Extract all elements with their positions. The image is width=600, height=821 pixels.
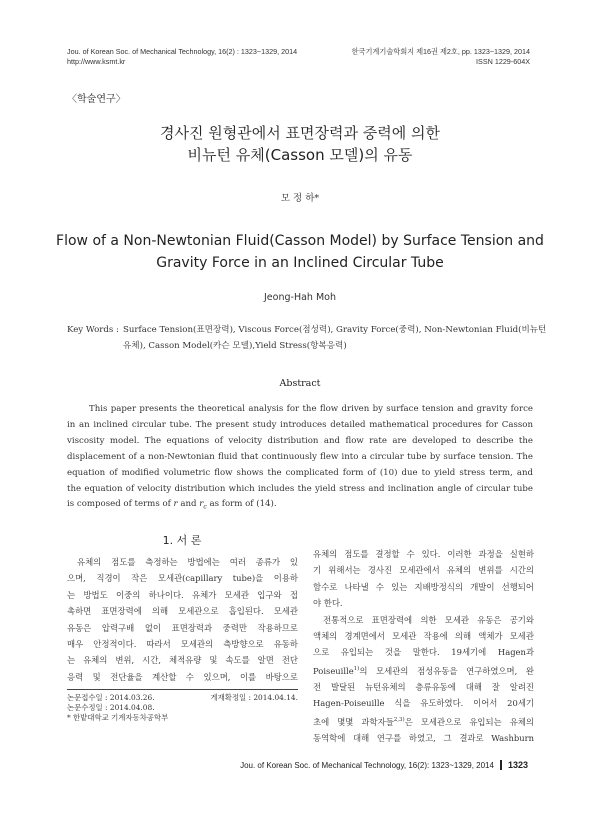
right-column-line: 액체의 경계면에서 모세관 작용에 의해 액체가 모세관 xyxy=(313,631,534,642)
abstract-line: viscosity model. The equations of velocity distribution and flow rate are developed to describe the xyxy=(67,435,533,446)
symbol-rc-subscript: c xyxy=(203,504,207,512)
abstract-text: as form of (14). xyxy=(209,499,277,510)
page-footer xyxy=(240,760,528,770)
citation-ref[interactable]: 1) xyxy=(353,665,360,672)
abstract-line: displacement of a non-Newtonian fluid that continuously flew into a circular tube by surface tension. The xyxy=(67,451,533,462)
title-ko-line2: 비뉴턴 유체(Casson 모델)의 유동 xyxy=(187,146,413,164)
footnote-dates xyxy=(67,693,298,703)
abstract-line: the equation of velocity distribution which includes the yield stress and inclination angle of circular tube xyxy=(67,483,533,494)
text-run: 의 모세관의 점성유동을 연구하였으며, 완 xyxy=(359,665,534,676)
keywords-line1: Surface Tension(표면장력), Viscous Force(점성력), Gravity Force(중력), Non-Newtonian Fluid(비뉴턴 xyxy=(123,325,547,335)
right-column-line: 유체의 점도를 결정할 수 있다. 이러한 과정을 실현하 xyxy=(313,549,534,559)
left-column-line: 는 방법도 이중의 하나이다. 유체가 모세관 입구와 접 xyxy=(67,589,298,600)
abstract-last-line xyxy=(67,497,533,516)
right-column-line: Hagen-Poiseuille 식을 유도하였다. 이어서 20세기 xyxy=(313,698,534,709)
citation-ref[interactable]: 2,3) xyxy=(393,716,405,723)
section-heading-introduction: 1. 서 론 xyxy=(162,534,202,547)
right-column-line: 전통적으로 표면장력에 의한 모세관 유동은 공기와 xyxy=(323,614,534,625)
abstract-heading: Abstract xyxy=(279,378,321,389)
left-column-line: 으며, 직경이 작은 모세관(capillary tube)을 이용하 xyxy=(67,573,298,584)
footnote-block xyxy=(67,693,298,723)
left-column-line: 매우 안정적이다. 따라서 모세관의 측방향으로 유동하 xyxy=(67,639,298,650)
symbol-rc xyxy=(199,499,207,512)
text-run: Poiseuille xyxy=(313,665,354,676)
right-column xyxy=(313,546,534,746)
footer-separator xyxy=(500,760,502,770)
page-number: 1323 xyxy=(507,760,528,770)
received-date: 논문접수일 : 2014.03.26. xyxy=(67,693,155,702)
author-en: Jeong-Hah Moh xyxy=(264,292,336,303)
right-column-line xyxy=(313,661,534,679)
footnote-divider xyxy=(67,689,298,690)
accepted-date: 게재확정일 : 2014.04.14. xyxy=(210,693,298,702)
title-ko-line1: 경사진 원형관에서 표면장력과 중력에 의한 xyxy=(160,124,440,142)
left-column xyxy=(67,554,298,685)
abstract-line: equation of modified volumetric flow shows the complicated form of (10) due to yield stress term, and xyxy=(67,467,533,478)
author-affiliation: * 한밭대학교 기계자동차공학부 xyxy=(67,713,169,722)
title-en-line1: Flow of a Non-Newtonian Fluid(Casson Model) by Surface Tension and xyxy=(56,233,544,249)
abstract-text: and xyxy=(180,499,197,510)
right-column-line: 으로 유입되는 것을 말한다. 19세기에 Hagen과 xyxy=(313,647,534,658)
text-run: 초에 몇몇 과학자들 xyxy=(313,716,394,727)
right-column-line: 기 위해서는 경사진 모세관에서 유체의 변위를 시간의 xyxy=(313,565,534,576)
footer-citation: Jou. of Korean Soc. of Mechanical Technology, 16(2): 1323~1329, 2014 xyxy=(240,760,494,770)
text-run: 은 모세관으로 유입되는 유체의 xyxy=(404,716,534,727)
abstract-text: is composed of terms of xyxy=(67,499,171,510)
left-column-line: 는 유체의 변위, 시간, 체적유량 및 속도를 알면 전단 xyxy=(67,655,298,666)
symbol-r: r xyxy=(173,499,178,510)
revised-date: 논문수정일 : 2014.04.08. xyxy=(67,703,155,712)
symbol-rc-base: r xyxy=(199,499,204,510)
right-column-line: 야 한다. xyxy=(313,598,343,609)
left-column-line: 유체의 점도를 측정하는 방법에는 여러 종류가 있 xyxy=(77,557,298,567)
keywords-label: Key Words : xyxy=(67,325,119,335)
author-ko: 모 정 하* xyxy=(280,193,320,204)
abstract-line: This paper presents the theoretical analysis for the flow driven by surface tension and gravity force xyxy=(89,404,533,414)
left-column-line: 응력 및 전단율을 계산할 수 있으며, 이를 바탕으로 xyxy=(67,671,298,682)
right-column-line: 동역학에 대해 연구를 하였고, 그 결과로 Washburn xyxy=(313,733,534,744)
journal-url[interactable]: http://www.ksmt.kr xyxy=(67,57,126,66)
journal-citation: Jou. of Korean Soc. of Mechanical Technology, 16(2) : 1323~1329, 2014 xyxy=(67,47,298,56)
left-column-line: 촉하면 표면장력에 의해 모세관으로 흡입된다. 모세관 xyxy=(67,606,298,617)
issn: ISSN 1229-604X xyxy=(476,57,530,66)
right-column-line xyxy=(313,712,534,730)
article-category: 〈학술연구〉 xyxy=(67,94,126,105)
abstract-body xyxy=(67,402,533,516)
title-en-line2: Gravity Force in an Inclined Circular Tube xyxy=(156,255,444,271)
left-column-line: 유동은 압력구배 없이 표면장력과 중력만 작용하므로 xyxy=(67,622,298,633)
journal-citation-ko: 한국기계기술학회지 제16권 제2호, pp. 1323~1329, 2014 xyxy=(351,47,530,56)
right-column-line: 전 발달된 뉴턴유체의 층류유동에 대해 잘 알려진 xyxy=(313,682,534,693)
keywords-line2: 유체), Casson Model(카슨 모델),Yield Stress(항복응력) xyxy=(123,341,347,351)
right-column-line: 함수로 나타낼 수 있는 지배방정식의 개발이 선행되어 xyxy=(313,581,534,592)
abstract-line: in an inclined circular tube. The present study introduces detailed mathematical procedures for Casson xyxy=(67,419,533,430)
